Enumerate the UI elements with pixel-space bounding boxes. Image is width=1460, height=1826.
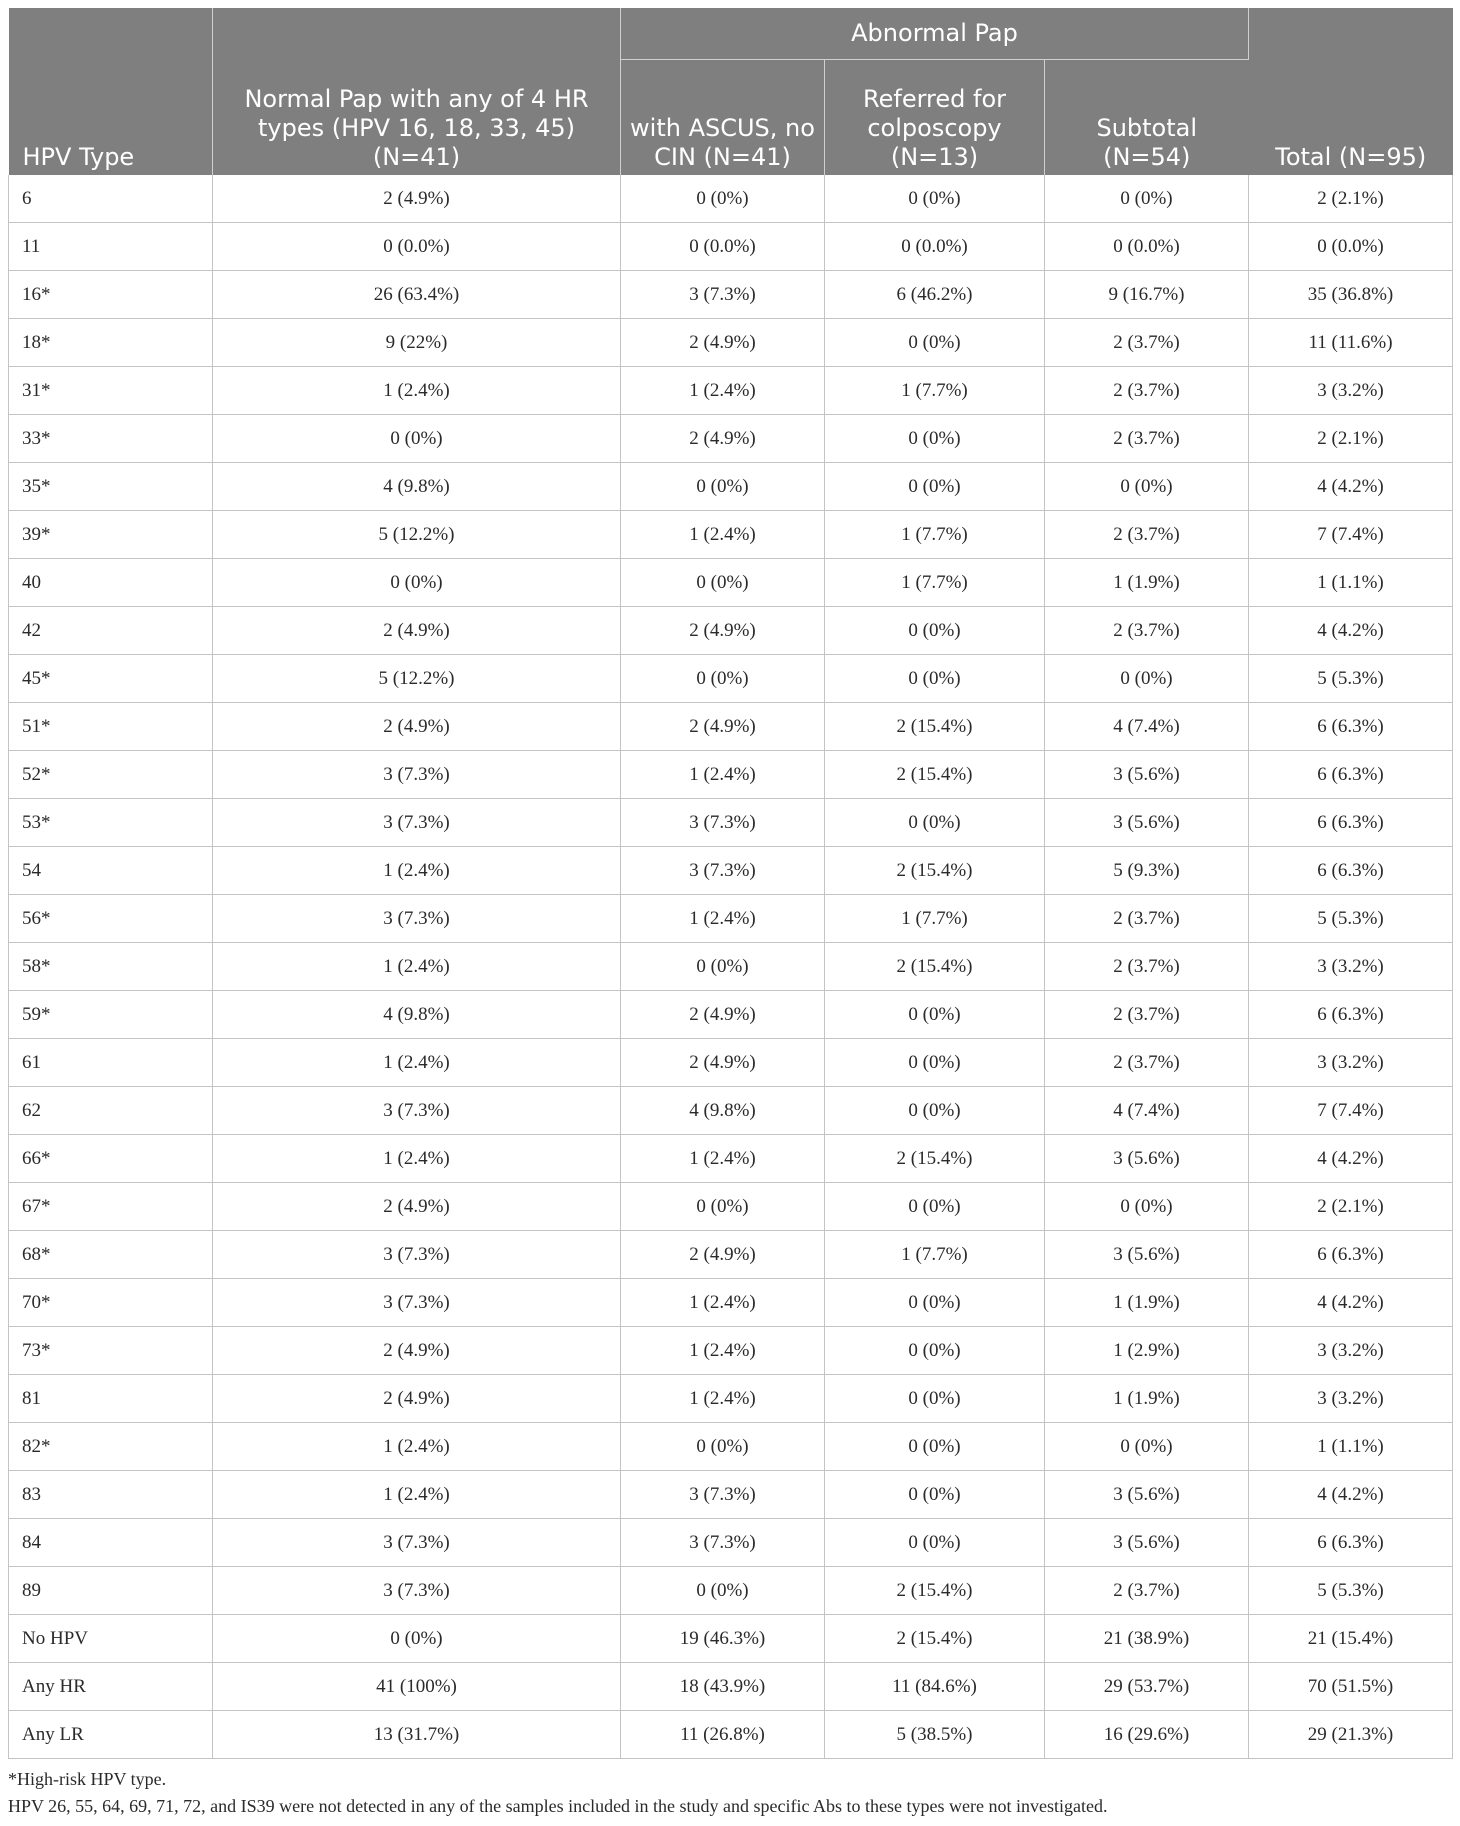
cell-subtotal: 16 (29.6%) — [1045, 1711, 1249, 1759]
cell-normal-pap: 0 (0.0%) — [213, 223, 621, 271]
cell-colposcopy: 6 (46.2%) — [825, 271, 1045, 319]
cell-total: 3 (3.2%) — [1249, 367, 1453, 415]
cell-total: 1 (1.1%) — [1249, 1423, 1453, 1471]
cell-ascus: 0 (0.0%) — [621, 223, 825, 271]
cell-subtotal: 0 (0.0%) — [1045, 223, 1249, 271]
cell-hpv-type: 18* — [9, 319, 213, 367]
cell-colposcopy: 1 (7.7%) — [825, 895, 1045, 943]
header-subtotal: Subtotal (N=54) — [1045, 60, 1249, 176]
cell-normal-pap: 1 (2.4%) — [213, 1471, 621, 1519]
cell-normal-pap: 3 (7.3%) — [213, 751, 621, 799]
cell-total: 29 (21.3%) — [1249, 1711, 1453, 1759]
table-row — [9, 1279, 1453, 1327]
cell-hpv-type: Any HR — [9, 1663, 213, 1711]
cell-hpv-type: 45* — [9, 655, 213, 703]
cell-normal-pap: 3 (7.3%) — [213, 1087, 621, 1135]
table-header — [9, 8, 1453, 175]
table-row — [9, 1039, 1453, 1087]
cell-subtotal: 2 (3.7%) — [1045, 319, 1249, 367]
cell-colposcopy: 1 (7.7%) — [825, 511, 1045, 559]
cell-normal-pap: 0 (0%) — [213, 415, 621, 463]
cell-hpv-type: 33* — [9, 415, 213, 463]
cell-colposcopy: 1 (7.7%) — [825, 1231, 1045, 1279]
cell-subtotal: 2 (3.7%) — [1045, 1567, 1249, 1615]
cell-ascus: 18 (43.9%) — [621, 1663, 825, 1711]
cell-subtotal: 1 (1.9%) — [1045, 1279, 1249, 1327]
cell-subtotal: 9 (16.7%) — [1045, 271, 1249, 319]
cell-colposcopy: 0 (0%) — [825, 1327, 1045, 1375]
cell-total: 4 (4.2%) — [1249, 1135, 1453, 1183]
table-row — [9, 1135, 1453, 1183]
table-row — [9, 319, 1453, 367]
cell-total: 6 (6.3%) — [1249, 847, 1453, 895]
cell-total: 4 (4.2%) — [1249, 607, 1453, 655]
header-normal-pap: Normal Pap with any of 4 HR types (HPV 16, 18, 33, 45) (N=41) — [213, 8, 621, 175]
cell-total: 70 (51.5%) — [1249, 1663, 1453, 1711]
cell-normal-pap: 0 (0%) — [213, 1615, 621, 1663]
table-row — [9, 1711, 1453, 1759]
cell-ascus: 2 (4.9%) — [621, 1039, 825, 1087]
cell-normal-pap: 3 (7.3%) — [213, 799, 621, 847]
cell-ascus: 2 (4.9%) — [621, 991, 825, 1039]
table-row — [9, 607, 1453, 655]
cell-colposcopy: 0 (0%) — [825, 607, 1045, 655]
cell-subtotal: 3 (5.6%) — [1045, 799, 1249, 847]
cell-subtotal: 29 (53.7%) — [1045, 1663, 1249, 1711]
header-colposcopy: Referred for colposcopy (N=13) — [825, 60, 1045, 176]
cell-subtotal: 1 (1.9%) — [1045, 559, 1249, 607]
cell-total: 6 (6.3%) — [1249, 1519, 1453, 1567]
cell-total: 3 (3.2%) — [1249, 1039, 1453, 1087]
cell-colposcopy: 0 (0%) — [825, 1039, 1045, 1087]
table-row — [9, 415, 1453, 463]
cell-ascus: 0 (0%) — [621, 559, 825, 607]
cell-subtotal: 2 (3.7%) — [1045, 895, 1249, 943]
cell-hpv-type: 40 — [9, 559, 213, 607]
cell-colposcopy: 11 (84.6%) — [825, 1663, 1045, 1711]
cell-subtotal: 0 (0%) — [1045, 1423, 1249, 1471]
cell-total: 5 (5.3%) — [1249, 895, 1453, 943]
cell-subtotal: 2 (3.7%) — [1045, 943, 1249, 991]
cell-ascus: 1 (2.4%) — [621, 751, 825, 799]
cell-total: 4 (4.2%) — [1249, 463, 1453, 511]
footnotes — [8, 1766, 1452, 1820]
cell-total: 6 (6.3%) — [1249, 751, 1453, 799]
cell-colposcopy: 5 (38.5%) — [825, 1711, 1045, 1759]
cell-hpv-type: No HPV — [9, 1615, 213, 1663]
table-row — [9, 895, 1453, 943]
cell-colposcopy: 0 (0%) — [825, 991, 1045, 1039]
cell-colposcopy: 0 (0%) — [825, 799, 1045, 847]
cell-hpv-type: 67* — [9, 1183, 213, 1231]
cell-normal-pap: 2 (4.9%) — [213, 175, 621, 223]
cell-total: 6 (6.3%) — [1249, 703, 1453, 751]
cell-normal-pap: 3 (7.3%) — [213, 1567, 621, 1615]
cell-subtotal: 4 (7.4%) — [1045, 703, 1249, 751]
cell-subtotal: 1 (2.9%) — [1045, 1327, 1249, 1375]
cell-hpv-type: 83 — [9, 1471, 213, 1519]
cell-ascus: 1 (2.4%) — [621, 1279, 825, 1327]
cell-normal-pap: 1 (2.4%) — [213, 1039, 621, 1087]
cell-ascus: 0 (0%) — [621, 175, 825, 223]
cell-colposcopy: 2 (15.4%) — [825, 751, 1045, 799]
cell-total: 2 (2.1%) — [1249, 1183, 1453, 1231]
cell-colposcopy: 0 (0%) — [825, 415, 1045, 463]
table-row — [9, 991, 1453, 1039]
cell-hpv-type: 81 — [9, 1375, 213, 1423]
cell-ascus: 0 (0%) — [621, 655, 825, 703]
cell-hpv-type: Any LR — [9, 1711, 213, 1759]
hpv-table — [8, 8, 1453, 1759]
cell-ascus: 11 (26.8%) — [621, 1711, 825, 1759]
cell-hpv-type: 61 — [9, 1039, 213, 1087]
cell-hpv-type: 84 — [9, 1519, 213, 1567]
cell-hpv-type: 39* — [9, 511, 213, 559]
cell-subtotal: 2 (3.7%) — [1045, 415, 1249, 463]
cell-ascus: 4 (9.8%) — [621, 1087, 825, 1135]
table-row — [9, 271, 1453, 319]
table-row — [9, 847, 1453, 895]
cell-colposcopy: 2 (15.4%) — [825, 703, 1045, 751]
cell-total: 35 (36.8%) — [1249, 271, 1453, 319]
cell-ascus: 1 (2.4%) — [621, 895, 825, 943]
cell-ascus: 3 (7.3%) — [621, 271, 825, 319]
table-row — [9, 1615, 1453, 1663]
cell-normal-pap: 5 (12.2%) — [213, 511, 621, 559]
cell-ascus: 3 (7.3%) — [621, 1471, 825, 1519]
footnote-high-risk: *High-risk HPV type. — [8, 1769, 167, 1789]
table-row — [9, 559, 1453, 607]
cell-colposcopy: 0 (0%) — [825, 1519, 1045, 1567]
table-row — [9, 175, 1453, 223]
cell-ascus: 2 (4.9%) — [621, 703, 825, 751]
cell-hpv-type: 31* — [9, 367, 213, 415]
cell-ascus: 1 (2.4%) — [621, 1135, 825, 1183]
cell-total: 7 (7.4%) — [1249, 1087, 1453, 1135]
table-row — [9, 751, 1453, 799]
cell-ascus: 0 (0%) — [621, 1183, 825, 1231]
cell-subtotal: 21 (38.9%) — [1045, 1615, 1249, 1663]
cell-hpv-type: 52* — [9, 751, 213, 799]
cell-total: 1 (1.1%) — [1249, 559, 1453, 607]
cell-normal-pap: 9 (22%) — [213, 319, 621, 367]
cell-colposcopy: 1 (7.7%) — [825, 559, 1045, 607]
cell-hpv-type: 66* — [9, 1135, 213, 1183]
table-row — [9, 1327, 1453, 1375]
cell-colposcopy: 2 (15.4%) — [825, 1567, 1045, 1615]
table-row — [9, 1423, 1453, 1471]
table-container — [8, 8, 1452, 1820]
cell-normal-pap: 1 (2.4%) — [213, 847, 621, 895]
cell-colposcopy: 1 (7.7%) — [825, 367, 1045, 415]
cell-normal-pap: 2 (4.9%) — [213, 1327, 621, 1375]
cell-normal-pap: 2 (4.9%) — [213, 1375, 621, 1423]
cell-hpv-type: 54 — [9, 847, 213, 895]
cell-ascus: 2 (4.9%) — [621, 1231, 825, 1279]
cell-ascus: 1 (2.4%) — [621, 367, 825, 415]
cell-total: 2 (2.1%) — [1249, 415, 1453, 463]
cell-total: 5 (5.3%) — [1249, 1567, 1453, 1615]
cell-ascus: 0 (0%) — [621, 943, 825, 991]
table-row — [9, 1471, 1453, 1519]
table-row — [9, 1375, 1453, 1423]
table-row — [9, 1519, 1453, 1567]
cell-ascus: 3 (7.3%) — [621, 799, 825, 847]
table-row — [9, 367, 1453, 415]
table-row — [9, 223, 1453, 271]
table-row — [9, 799, 1453, 847]
header-hpv-type: HPV Type — [9, 8, 213, 175]
cell-ascus: 2 (4.9%) — [621, 319, 825, 367]
cell-hpv-type: 62 — [9, 1087, 213, 1135]
cell-normal-pap: 26 (63.4%) — [213, 271, 621, 319]
cell-subtotal: 4 (7.4%) — [1045, 1087, 1249, 1135]
cell-hpv-type: 16* — [9, 271, 213, 319]
cell-colposcopy: 0 (0%) — [825, 319, 1045, 367]
cell-ascus: 2 (4.9%) — [621, 415, 825, 463]
cell-total: 0 (0.0%) — [1249, 223, 1453, 271]
cell-normal-pap: 3 (7.3%) — [213, 1279, 621, 1327]
cell-hpv-type: 6 — [9, 175, 213, 223]
header-abnormal-pap: Abnormal Pap — [621, 8, 1249, 60]
cell-colposcopy: 0 (0%) — [825, 1471, 1045, 1519]
cell-normal-pap: 41 (100%) — [213, 1663, 621, 1711]
cell-hpv-type: 89 — [9, 1567, 213, 1615]
cell-total: 3 (3.2%) — [1249, 943, 1453, 991]
cell-normal-pap: 3 (7.3%) — [213, 1231, 621, 1279]
cell-subtotal: 5 (9.3%) — [1045, 847, 1249, 895]
cell-hpv-type: 82* — [9, 1423, 213, 1471]
table-row — [9, 463, 1453, 511]
table-row — [9, 511, 1453, 559]
footnote-not-detected: HPV 26, 55, 64, 69, 71, 72, and IS39 were not detected in any of the samples included in the study and specific Abs to these types were not investigated. — [8, 1796, 1108, 1816]
cell-hpv-type: 53* — [9, 799, 213, 847]
table-row — [9, 1231, 1453, 1279]
cell-subtotal: 3 (5.6%) — [1045, 1519, 1249, 1567]
cell-subtotal: 2 (3.7%) — [1045, 1039, 1249, 1087]
cell-normal-pap: 3 (7.3%) — [213, 1519, 621, 1567]
table-row — [9, 1663, 1453, 1711]
table-row — [9, 1567, 1453, 1615]
cell-colposcopy: 0 (0%) — [825, 1279, 1045, 1327]
cell-hpv-type: 42 — [9, 607, 213, 655]
cell-ascus: 1 (2.4%) — [621, 1327, 825, 1375]
cell-normal-pap: 13 (31.7%) — [213, 1711, 621, 1759]
cell-subtotal: 2 (3.7%) — [1045, 511, 1249, 559]
cell-normal-pap: 2 (4.9%) — [213, 703, 621, 751]
table-body — [9, 175, 1453, 1759]
cell-hpv-type: 73* — [9, 1327, 213, 1375]
cell-hpv-type: 51* — [9, 703, 213, 751]
cell-subtotal: 3 (5.6%) — [1045, 1471, 1249, 1519]
cell-total: 21 (15.4%) — [1249, 1615, 1453, 1663]
cell-normal-pap: 1 (2.4%) — [213, 943, 621, 991]
cell-colposcopy: 0 (0%) — [825, 1087, 1045, 1135]
cell-total: 5 (5.3%) — [1249, 655, 1453, 703]
cell-ascus: 0 (0%) — [621, 463, 825, 511]
cell-colposcopy: 0 (0%) — [825, 1183, 1045, 1231]
cell-normal-pap: 1 (2.4%) — [213, 1423, 621, 1471]
cell-colposcopy: 0 (0%) — [825, 175, 1045, 223]
table-row — [9, 703, 1453, 751]
cell-colposcopy: 2 (15.4%) — [825, 847, 1045, 895]
cell-subtotal: 3 (5.6%) — [1045, 751, 1249, 799]
cell-total: 7 (7.4%) — [1249, 511, 1453, 559]
cell-ascus: 3 (7.3%) — [621, 1519, 825, 1567]
cell-normal-pap: 1 (2.4%) — [213, 1135, 621, 1183]
cell-ascus: 3 (7.3%) — [621, 847, 825, 895]
cell-hpv-type: 35* — [9, 463, 213, 511]
cell-colposcopy: 0 (0%) — [825, 1375, 1045, 1423]
cell-subtotal: 3 (5.6%) — [1045, 1231, 1249, 1279]
cell-total: 2 (2.1%) — [1249, 175, 1453, 223]
cell-subtotal: 1 (1.9%) — [1045, 1375, 1249, 1423]
cell-hpv-type: 59* — [9, 991, 213, 1039]
cell-ascus: 1 (2.4%) — [621, 511, 825, 559]
cell-ascus: 0 (0%) — [621, 1423, 825, 1471]
cell-ascus: 2 (4.9%) — [621, 607, 825, 655]
cell-colposcopy: 2 (15.4%) — [825, 1135, 1045, 1183]
cell-total: 4 (4.2%) — [1249, 1471, 1453, 1519]
cell-hpv-type: 70* — [9, 1279, 213, 1327]
cell-subtotal: 0 (0%) — [1045, 463, 1249, 511]
cell-total: 6 (6.3%) — [1249, 991, 1453, 1039]
cell-hpv-type: 58* — [9, 943, 213, 991]
cell-normal-pap: 3 (7.3%) — [213, 895, 621, 943]
cell-normal-pap: 2 (4.9%) — [213, 607, 621, 655]
cell-ascus: 0 (0%) — [621, 1567, 825, 1615]
cell-ascus: 19 (46.3%) — [621, 1615, 825, 1663]
cell-hpv-type: 68* — [9, 1231, 213, 1279]
cell-subtotal: 3 (5.6%) — [1045, 1135, 1249, 1183]
cell-total: 6 (6.3%) — [1249, 1231, 1453, 1279]
table-row — [9, 655, 1453, 703]
cell-normal-pap: 1 (2.4%) — [213, 367, 621, 415]
cell-subtotal: 2 (3.7%) — [1045, 367, 1249, 415]
cell-normal-pap: 4 (9.8%) — [213, 463, 621, 511]
cell-hpv-type: 11 — [9, 223, 213, 271]
cell-colposcopy: 0 (0%) — [825, 655, 1045, 703]
cell-total: 11 (11.6%) — [1249, 319, 1453, 367]
header-total: Total (N=95) — [1249, 8, 1453, 175]
cell-colposcopy: 0 (0.0%) — [825, 223, 1045, 271]
table-row — [9, 1183, 1453, 1231]
cell-colposcopy: 0 (0%) — [825, 463, 1045, 511]
cell-total: 4 (4.2%) — [1249, 1279, 1453, 1327]
cell-hpv-type: 56* — [9, 895, 213, 943]
cell-subtotal: 0 (0%) — [1045, 655, 1249, 703]
cell-normal-pap: 2 (4.9%) — [213, 1183, 621, 1231]
cell-colposcopy: 2 (15.4%) — [825, 1615, 1045, 1663]
cell-total: 3 (3.2%) — [1249, 1327, 1453, 1375]
cell-colposcopy: 0 (0%) — [825, 1423, 1045, 1471]
header-ascus: with ASCUS, no CIN (N=41) — [621, 60, 825, 176]
cell-colposcopy: 2 (15.4%) — [825, 943, 1045, 991]
cell-normal-pap: 4 (9.8%) — [213, 991, 621, 1039]
cell-subtotal: 2 (3.7%) — [1045, 607, 1249, 655]
cell-subtotal: 0 (0%) — [1045, 175, 1249, 223]
table-row — [9, 1087, 1453, 1135]
cell-ascus: 1 (2.4%) — [621, 1375, 825, 1423]
cell-normal-pap: 0 (0%) — [213, 559, 621, 607]
cell-normal-pap: 5 (12.2%) — [213, 655, 621, 703]
cell-subtotal: 0 (0%) — [1045, 1183, 1249, 1231]
cell-total: 6 (6.3%) — [1249, 799, 1453, 847]
cell-subtotal: 2 (3.7%) — [1045, 991, 1249, 1039]
table-row — [9, 943, 1453, 991]
cell-total: 3 (3.2%) — [1249, 1375, 1453, 1423]
